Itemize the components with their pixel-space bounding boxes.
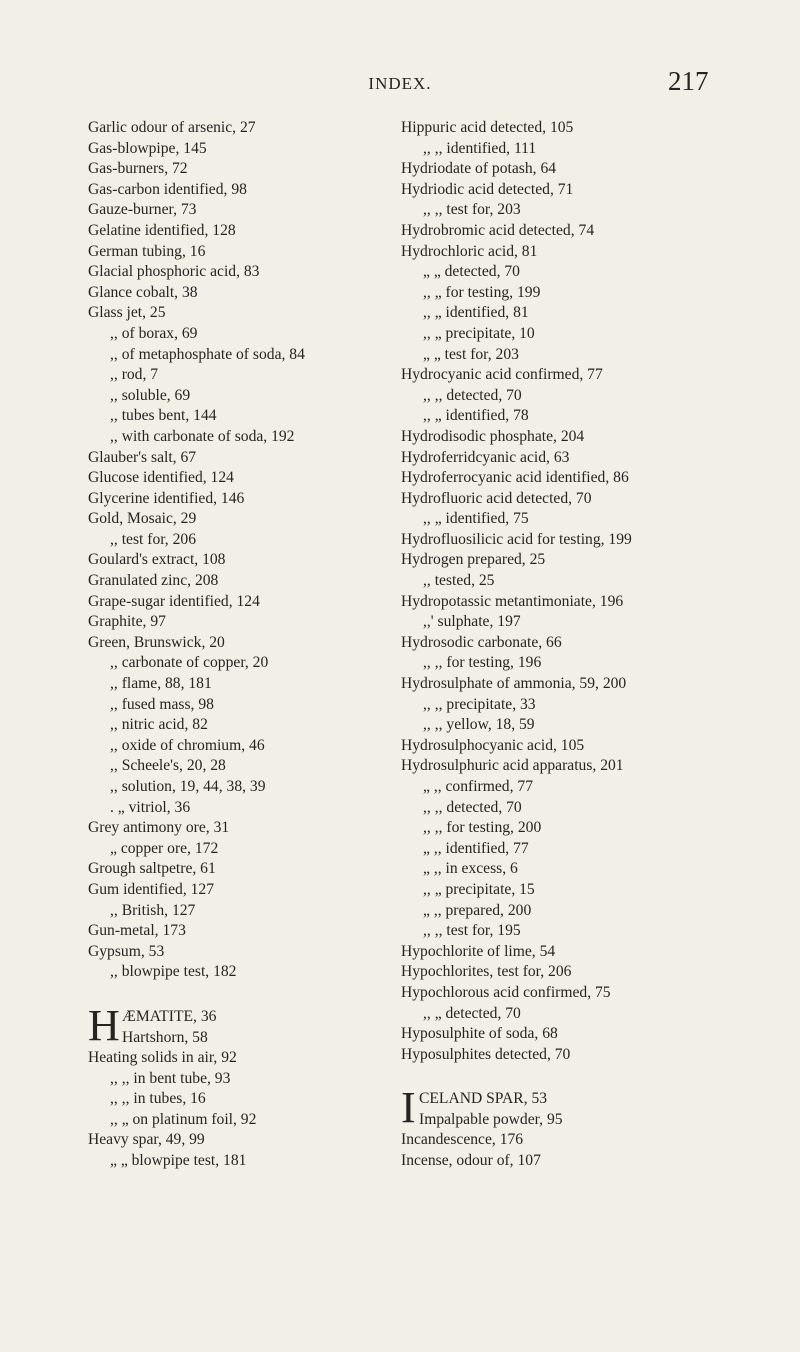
- section-h-line2: Hartshorn, 58: [122, 1028, 208, 1046]
- index-entry: ,, carbonate of copper, 20: [110, 654, 269, 672]
- index-entry: Hypochlorites, test for, 206: [401, 963, 572, 981]
- index-entry: Incandescence, 176: [401, 1131, 524, 1149]
- index-entry: Glance cobalt, 38: [88, 283, 198, 301]
- index-entry: ,, test for, 206: [110, 530, 196, 548]
- index-entry: „ ,, in excess, 6: [423, 860, 518, 878]
- running-title: INDEX.: [368, 74, 432, 93]
- index-entry: ,, oxide of chromium, 46: [110, 736, 265, 754]
- index-entry: ,, flame, 88, 181: [110, 675, 212, 693]
- index-entry: Hydrosulphuric acid apparatus, 201: [401, 757, 624, 775]
- index-entry: ,, Scheele's, 20, 28: [110, 757, 226, 775]
- index-entry: Gold, Mosaic, 29: [88, 510, 197, 528]
- index-entry: „ ,, identified, 77: [423, 839, 529, 857]
- index-entry: „ copper ore, 172: [110, 839, 219, 857]
- index-entry: Incense, odour of, 107: [401, 1151, 541, 1169]
- index-entry: Glauber's salt, 67: [88, 448, 197, 466]
- index-entry: Hydrosulphate of ammonia, 59, 200: [401, 675, 627, 693]
- page-number: 217: [668, 66, 709, 96]
- index-entry: ,, „ precipitate, 10: [423, 324, 535, 342]
- right-column: [401, 118, 731, 1172]
- section-h-entries: [88, 1048, 388, 1172]
- index-entry: Grey antimony ore, 31: [88, 819, 230, 837]
- index-entry: ,, ,, for testing, 200: [423, 819, 542, 837]
- index-entry: Glass jet, 25: [88, 304, 166, 322]
- index-entry: Gun-metal, 173: [88, 922, 186, 940]
- index-entry: ,, British, 127: [110, 901, 196, 919]
- index-entry: ,, ,, precipitate, 33: [423, 695, 536, 713]
- index-entry: Hydrobromic acid detected, 74: [401, 221, 595, 239]
- index-entry: ,, ,, detected, 70: [423, 798, 522, 816]
- index-entry: ,, „ for testing, 199: [423, 283, 541, 301]
- index-entry: . „ vitriol, 36: [110, 798, 191, 816]
- index-entry: ,, ,, test for, 203: [423, 201, 521, 219]
- index-entry: „ ,, prepared, 200: [423, 901, 532, 919]
- index-entry: ,, rod, 7: [110, 366, 159, 384]
- index-entry: „ „ test for, 203: [423, 345, 519, 363]
- index-entry: Hydriodic acid detected, 71: [401, 180, 574, 198]
- index-entry: Green, Brunswick, 20: [88, 633, 225, 651]
- index-entry: ,, of metaphosphate of soda, 84: [110, 345, 305, 363]
- index-entry: Gas-carbon identified, 98: [88, 180, 247, 198]
- right-entries: [401, 118, 731, 1065]
- index-entry: ,, blowpipe test, 182: [110, 963, 237, 981]
- index-entry: ,, „ precipitate, 15: [423, 880, 535, 898]
- index-entry: Graphite, 97: [88, 613, 166, 631]
- index-entry: ,, ,, in tubes, 16: [110, 1090, 206, 1108]
- index-entry: German tubing, 16: [88, 242, 206, 260]
- index-entry: Hydrocyanic acid confirmed, 77: [401, 366, 603, 384]
- section-h-line1: ÆMATITE, 36: [122, 1007, 217, 1025]
- index-entry: Hydrofluoric acid detected, 70: [401, 489, 592, 507]
- index-entry: Hydriodate of potash, 64: [401, 160, 557, 178]
- index-entry: Glucose identified, 124: [88, 469, 234, 487]
- section-i-line2: Impalpable powder, 95: [419, 1110, 563, 1128]
- index-entry: Hydropotassic metantimoniate, 196: [401, 592, 624, 610]
- index-entry: ,, ,, for testing, 196: [423, 654, 542, 672]
- index-entry: Gum identified, 127: [88, 880, 215, 898]
- index-entry: Heating solids in air, 92: [88, 1048, 237, 1066]
- index-entry: Hyposulphite of soda, 68: [401, 1025, 558, 1043]
- index-entry: ,, ,, in bent tube, 93: [110, 1069, 231, 1087]
- left-column: [88, 118, 388, 1172]
- index-entry: Hydrogen prepared, 25: [401, 551, 546, 569]
- index-entry: ,, ,, identified, 111: [423, 139, 537, 157]
- index-entry: „ „ blowpipe test, 181: [110, 1151, 247, 1169]
- index-entry: ,, „ identified, 75: [423, 510, 529, 528]
- index-entry: ,, nitric acid, 82: [110, 716, 208, 734]
- index-entry: Hippuric acid detected, 105: [401, 119, 574, 136]
- index-entry: Hydroferrocyanic acid identified, 86: [401, 469, 629, 487]
- index-entry: Gas-burners, 72: [88, 160, 188, 178]
- drop-capital-i: I: [401, 1083, 416, 1133]
- index-entry: ,, soluble, 69: [110, 386, 191, 404]
- section-h-heading: [88, 1000, 388, 1050]
- index-entry: ,, ,, detected, 70: [423, 386, 522, 404]
- index-entry: ,, ,, yellow, 18, 59: [423, 716, 535, 734]
- index-entry: Glacial phosphoric acid, 83: [88, 263, 260, 281]
- left-entries: [88, 118, 388, 983]
- index-entry: Hydrosulphocyanic acid, 105: [401, 736, 585, 754]
- index-entry: Hydrofluosilicic acid for testing, 199: [401, 530, 632, 548]
- index-entry: ,, solution, 19, 44, 38, 39: [110, 778, 266, 795]
- index-entry: Hydrodisodic phosphate, 204: [401, 427, 585, 445]
- index-entry: Grough saltpetre, 61: [88, 860, 216, 878]
- index-entry: Hypochlorous acid confirmed, 75: [401, 983, 611, 1001]
- index-entry: ,, „ on platinum foil, 92: [110, 1110, 257, 1128]
- index-entry: Granulated zinc, 208: [88, 572, 219, 590]
- drop-capital-h: H: [88, 1000, 120, 1050]
- index-entry: Gas-blowpipe, 145: [88, 139, 207, 157]
- index-entry: ,, fused mass, 98: [110, 695, 214, 713]
- index-entry: Hydrosodic carbonate, 66: [401, 633, 562, 651]
- index-entry: ,, tested, 25: [423, 572, 495, 590]
- index-entry: Gelatine identified, 128: [88, 221, 236, 239]
- index-entry: Goulard's extract, 108: [88, 551, 226, 569]
- index-entry: Hydrochloric acid, 81: [401, 242, 538, 260]
- index-entry: ,, „ identified, 81: [423, 304, 529, 322]
- index-entry: ,, tubes bent, 144: [110, 407, 217, 425]
- index-entry: Gypsum, 53: [88, 942, 165, 960]
- index-entry: Glycerine identified, 146: [88, 489, 245, 507]
- index-entry: ,, of borax, 69: [110, 324, 198, 342]
- index-entry: Heavy spar, 49, 99: [88, 1131, 205, 1149]
- section-i-entries: [401, 1130, 731, 1171]
- index-entry: Garlic odour of arsenic, 27: [88, 119, 256, 136]
- index-entry: „ „ detected, 70: [423, 263, 520, 281]
- index-entry: „ ,, confirmed, 77: [423, 778, 533, 795]
- index-entry: ,, ,, test for, 195: [423, 922, 521, 940]
- index-entry: Hypochlorite of lime, 54: [401, 942, 556, 960]
- index-entry: ,, „ identified, 78: [423, 407, 529, 425]
- index-entry: Grape-sugar identified, 124: [88, 592, 260, 610]
- index-entry: Gauze-burner, 73: [88, 201, 197, 219]
- index-entry: ,, with carbonate of soda, 192: [110, 427, 295, 445]
- section-i-heading: [401, 1083, 731, 1133]
- section-i-line1: CELAND SPAR, 53: [419, 1090, 548, 1108]
- index-entry: ,, „ detected, 70: [423, 1004, 521, 1022]
- index-entry: Hyposulphites detected, 70: [401, 1045, 571, 1063]
- index-entry: Hydroferridcyanic acid, 63: [401, 448, 570, 466]
- index-entry: ,,' sulphate, 197: [423, 613, 521, 631]
